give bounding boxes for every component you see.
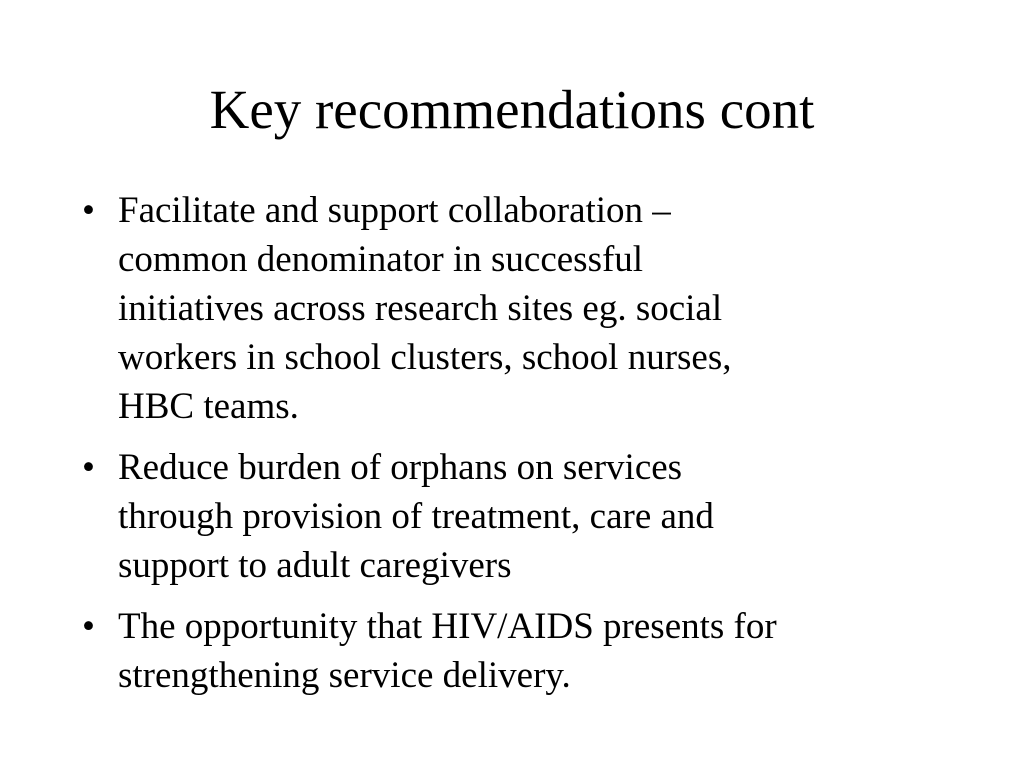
bullet-marker: • — [82, 606, 95, 647]
bullet-list — [80, 186, 960, 712]
bullet-marker: • — [82, 190, 95, 231]
bullet-line: Facilitate and support collaboration – — [118, 190, 671, 231]
bullet-line: Reduce burden of orphans on services — [118, 447, 683, 488]
bullet-line: common denominator in successful — [118, 239, 644, 280]
bullet-line: The opportunity that HIV/AIDS presents for — [118, 606, 777, 647]
bullet-item-collaboration — [80, 186, 960, 431]
bullet-line: workers in school clusters, school nurses, — [118, 337, 732, 378]
bullet-line: through provision of treatment, care and — [118, 496, 714, 537]
slide-title: Key recommendations cont — [209, 79, 815, 140]
bullet-item-orphans-burden — [80, 443, 960, 590]
bullet-line: HBC teams. — [118, 386, 299, 427]
bullet-marker: • — [82, 447, 95, 488]
bullet-line: initiatives across research sites eg. social — [118, 288, 723, 329]
bullet-line: strengthening service delivery. — [118, 655, 571, 696]
bullet-line: support to adult caregivers — [118, 545, 512, 586]
bullet-item-opportunity — [80, 602, 960, 700]
